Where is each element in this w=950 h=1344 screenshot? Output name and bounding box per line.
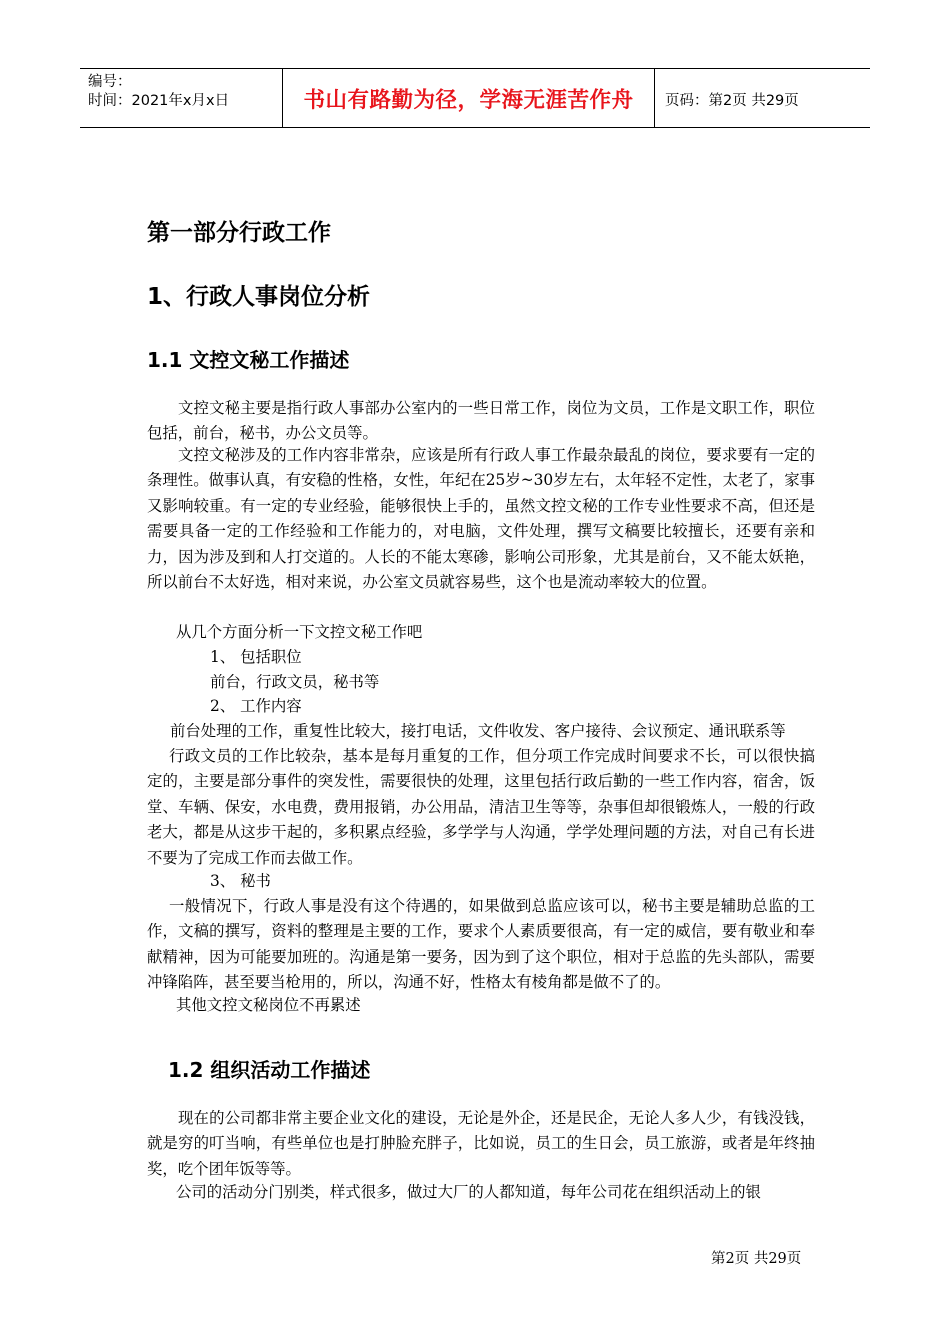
header-motto: 书山有路勤为径，学海无涯苦作舟 bbox=[303, 87, 634, 113]
list-item-heading: 2、 工作内容 bbox=[210, 697, 302, 715]
paragraph: 文控文秘主要是指行政人事部办公室内的一些日常工作，岗位为文员，工作是文职工作，职位包括，前台，秘书，办公文员等。 bbox=[147, 399, 815, 443]
paragraph: 从几个方面分析一下文控文秘工作吧 bbox=[176, 623, 423, 641]
paragraph: 公司的活动分门别类，样式很多，做过大厂的人都知道，每年公司花在组织活动上的银 bbox=[176, 1183, 761, 1201]
paragraph: 一般情况下，行政人事是没有这个待遇的，如果做到总监应该可以，秘书主要是辅助总监的工作，文稿的撰写，资料的整理是主要的工作，要求个人素质要很高，有一定的威信，要有敬业和奉献精神，因为可能要加班的。沟通是第一要务，因为到了这个职位，相对于总监的先头部队，需要冲锋陷阵，甚至要当枪用的，所以，沟通不好，性格太有棱角都是做不了的。 bbox=[147, 897, 815, 992]
list-item-text: 前台，行政文员，秘书等 bbox=[210, 673, 380, 691]
page-header bbox=[80, 68, 870, 128]
header-page-number: 页码：第2页 共29页 bbox=[665, 93, 799, 109]
section-title: 1、行政人事岗位分析 bbox=[147, 284, 371, 310]
paragraph: 现在的公司都非常主要企业文化的建设，无论是外企，还是民企，无论人多人少，有钱没钱，就是穷的叮当响，有些单位也是打肿脸充胖子，比如说，员工的生日会，员工旅游，或者是年终抽奖，吃个团年饭等等。 bbox=[147, 1109, 815, 1178]
paragraph: 前台处理的工作，重复性比较大，接打电话，文件收发、客户接待、会议预定、通讯联系等 bbox=[170, 722, 786, 740]
header-divider bbox=[654, 69, 655, 127]
page-footer: 第2页 共29页 bbox=[711, 1251, 802, 1267]
subsection-title-1-1: 1.1 文控文秘工作描述 bbox=[147, 348, 350, 372]
paragraph: 其他文控文秘岗位不再累述 bbox=[176, 996, 361, 1014]
doc-number-label: 编号： bbox=[88, 74, 132, 90]
list-item-heading: 1、 包括职位 bbox=[210, 648, 302, 666]
subsection-title-1-2: 1.2 组织活动工作描述 bbox=[168, 1058, 371, 1082]
header-meta bbox=[88, 73, 229, 111]
doc-time-label: 时间：2021年x月x日 bbox=[88, 93, 230, 109]
part-title: 第一部分行政工作 bbox=[147, 220, 331, 246]
paragraph: 行政文员的工作比较杂，基本是每月重复的工作，但分项工作完成时间要求不长，可以很快搞定的，主要是部分事件的突发性，需要很快的处理，这里包括行政后勤的一些工作内容，宿舍，饭堂、车辆、保安，水电费，费用报销，办公用品，清洁卫生等等，杂事但却很锻炼人，一般的行政老大，都是从这步干起的，多积累点经验，多学学与人沟通，学学处理问题的方法，对自己有长进不要为了完成工作而去做工作。 bbox=[147, 747, 815, 867]
list-item-heading: 3、 秘书 bbox=[210, 872, 271, 890]
paragraph: 文控文秘涉及的工作内容非常杂，应该是所有行政人事工作最杂最乱的岗位，要求要有一定的条理性。做事认真，有安稳的性格，女性，年纪在25岁~30岁左右，太年轻不定性，太老了，家事又影响较重。有一定的专业经验，能够很快上手的，虽然文控文秘的工作专业性要求不高，但还是需要具备一定的工作经验和工作能力的，对电脑，文件处理，撰写文稿要比较擅长，还要有亲和力，因为涉及到和人打交道的。人长的不能太寒碜，影响公司形象，尤其是前台，又不能太妖艳，所以前台不太好选，相对来说，办公室文员就容易些，这个也是流动率较大的位置。 bbox=[147, 446, 815, 592]
